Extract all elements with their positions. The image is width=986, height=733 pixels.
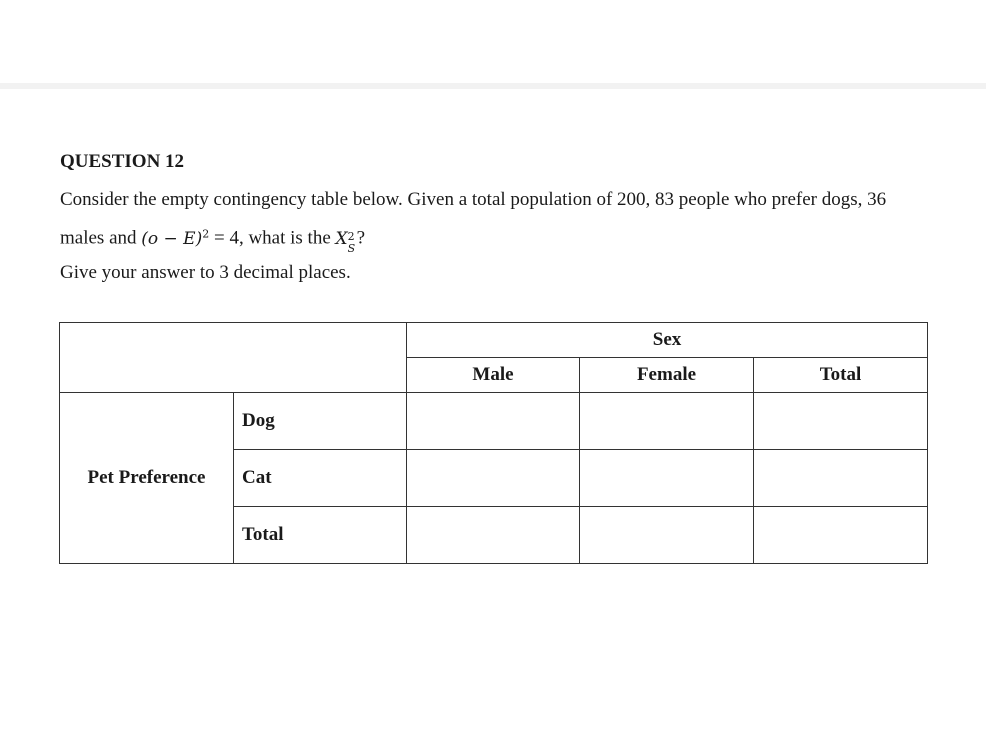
row-label-total: Total <box>234 507 407 564</box>
cell-cat-total <box>754 450 928 507</box>
row-label-dog: Dog <box>234 393 407 450</box>
col-header-total: Total <box>754 358 928 393</box>
cell-dog-female <box>580 393 754 450</box>
table-corner-cell <box>60 323 407 393</box>
sex-group-header: Sex <box>407 323 928 358</box>
cell-dog-total <box>754 393 928 450</box>
formula-observed-minus-expected <box>141 229 209 249</box>
formula-chi-sup: 2 <box>347 229 355 243</box>
formula-chi-sub: S <box>347 241 356 255</box>
question-text-line-2 <box>60 217 940 256</box>
question-text-prefix: males and <box>60 227 142 249</box>
question-text-line-1: Consider the empty contingency table below. Given a total population of 200, 83 people who prefer dogs, 36 <box>60 189 887 210</box>
cell-dog-male <box>407 393 580 450</box>
question-block <box>60 150 940 290</box>
cell-cat-male <box>407 450 580 507</box>
col-header-male: Male <box>407 358 580 393</box>
question-text-end: ? <box>356 227 366 249</box>
formula-chi-scripts <box>347 229 357 255</box>
cell-cat-female <box>580 450 754 507</box>
question-instruction: Give your answer to 3 decimal places. <box>60 261 351 283</box>
question-text-mid: = 4, what is the <box>209 227 336 249</box>
contingency-table <box>59 322 928 564</box>
formula-oe-text: (o − E) <box>141 228 203 249</box>
formula-chi-squared <box>335 228 357 255</box>
formula-chi-symbol: X <box>335 228 348 249</box>
cell-total-male <box>407 507 580 564</box>
question-title: QUESTION 12 <box>60 151 185 172</box>
row-group-label-pet-preference: Pet Preference <box>60 393 234 564</box>
cell-total-total <box>754 507 928 564</box>
top-divider-band <box>0 83 986 89</box>
row-label-cat: Cat <box>234 450 407 507</box>
col-header-female: Female <box>580 358 754 393</box>
formula-exponent: 2 <box>202 227 210 240</box>
cell-total-female <box>580 507 754 564</box>
